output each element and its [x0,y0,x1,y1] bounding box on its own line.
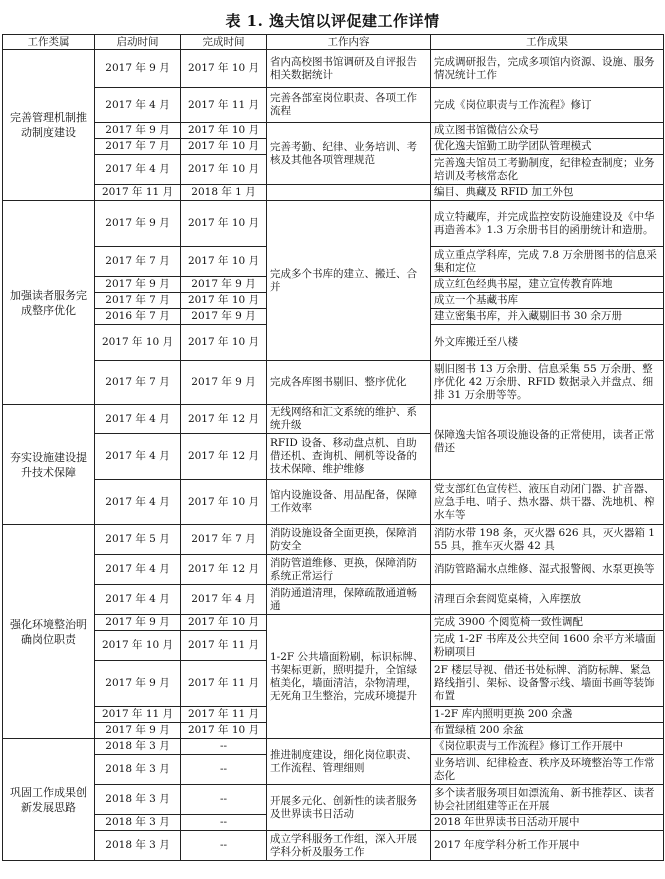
start-cell: 2018 年 3 月 [95,755,181,785]
start-cell: 2017 年 7 月 [95,247,181,277]
end-cell: 2017 年 10 月 [181,325,267,361]
table-row [3,555,664,585]
header-start: 启动时间 [95,35,181,50]
category-cell: 加强读者服务完成整序优化 [3,201,95,405]
result-cell: 完成调研报告，完成多项馆内资源、设施、服务情况统计工作 [431,50,664,88]
header-category: 工作类属 [3,35,95,50]
start-cell: 2017 年 4 月 [95,480,181,525]
content-cell: 完善考勤、纪律、业务培训、考核及其他各项管理规范 [267,123,431,185]
header-result: 工作成果 [431,35,664,50]
result-cell: 成立特藏库，并完成监控安防设施建设及《中华再造善本》1.3 万余册书目的函册统计和造册。 [431,201,664,247]
end-cell: 2017 年 10 月 [181,247,267,277]
end-cell: 2017 年 10 月 [181,139,267,155]
work-details-table [2,34,664,861]
table-row [3,123,664,139]
table-row [3,405,664,434]
start-cell: 2017 年 4 月 [95,155,181,185]
result-cell: 成立红色经典书屋，建立宣传教育阵地 [431,277,664,293]
result-cell: 《岗位职责与工作流程》修订工作开展中 [431,739,664,755]
table-row [3,201,664,247]
content-cell: 省内高校图书馆调研及自评报告相关数据统计 [267,50,431,88]
result-cell: 完成 1-2F 书库及公共空间 1600 余平方米墙面粉刷项目 [431,631,664,661]
end-cell: 2018 年 1 月 [181,185,267,201]
end-cell: 2017 年 7 月 [181,525,267,555]
end-cell: -- [181,739,267,755]
end-cell: 2017 年 10 月 [181,123,267,139]
start-cell: 2017 年 7 月 [95,139,181,155]
end-cell: 2017 年 12 月 [181,405,267,434]
start-cell: 2017 年 10 月 [95,631,181,661]
header-content: 工作内容 [267,35,431,50]
result-cell: 完成《岗位职责与工作流程》修订 [431,88,664,123]
end-cell: 2017 年 11 月 [181,661,267,707]
category-cell: 巩固工作成果创新发展思路 [3,739,95,861]
start-cell: 2017 年 4 月 [95,434,181,480]
start-cell: 2017 年 4 月 [95,405,181,434]
result-cell: 2018 年世界读书日活动开展中 [431,815,664,831]
table-row [3,831,664,861]
result-cell: 优化逸夫馆勤工助学团队管理模式 [431,139,664,155]
content-cell: 消防管道维修、更换，保障消防系统正常运行 [267,555,431,585]
end-cell: -- [181,755,267,785]
start-cell: 2017 年 4 月 [95,585,181,615]
content-cell: 消防通道清理，保障疏散通道畅通 [267,585,431,615]
header-end: 完成时间 [181,35,267,50]
category-cell: 夯实设施建设提升技术保障 [3,405,95,525]
end-cell: 2017 年 10 月 [181,201,267,247]
start-cell: 2017 年 9 月 [95,201,181,247]
result-cell: 外文库搬迁至八楼 [431,325,664,361]
result-cell: 2F 楼层导视、借还书处标牌、消防标牌、紧急路线指引、架标、设备警示线、墙面书画等装饰布置 [431,661,664,707]
content-cell: 开展多元化、创新性的读者服务及世界读书日活动 [267,785,431,831]
result-cell: 消防管路漏水点维修、湿式报警阀、水泵更换等 [431,555,664,585]
table-title: 表 1. 逸夫馆以评促建工作详情 [225,12,440,30]
table-row [3,88,664,123]
end-cell: -- [181,815,267,831]
end-cell: -- [181,831,267,861]
result-cell: 保障逸夫馆各项设施设备的正常使用，读者正常借还 [431,405,664,480]
start-cell: 2018 年 3 月 [95,739,181,755]
result-cell: 成立一个基藏书库 [431,293,664,309]
content-cell: 成立学科服务工作组，深入开展学科分析及服务工作 [267,831,431,861]
table-row [3,615,664,631]
end-cell: 2017 年 10 月 [181,155,267,185]
result-cell: 成立重点学科库，完成 7.8 万余册图书的信息采集和定位 [431,247,664,277]
start-cell: 2018 年 3 月 [95,831,181,861]
content-cell: RFID 设备、移动盘点机、自助借还机、查询机、闸机等设备的技术保障、维护维修 [267,434,431,480]
end-cell: -- [181,785,267,815]
table-row [3,785,664,815]
start-cell: 2017 年 4 月 [95,88,181,123]
end-cell: 2017 年 12 月 [181,555,267,585]
table-row [3,739,664,755]
end-cell: 2017 年 10 月 [181,723,267,739]
end-cell: 2017 年 11 月 [181,707,267,723]
result-cell: 清理百余套阅览桌椅，入库摆放 [431,585,664,615]
result-cell: 党支部红色宣传栏、液压自动闭门器、扩音器、应急手电、哨子、热水器、烘干器、洗地机、榨水车等 [431,480,664,525]
table-row [3,50,664,88]
start-cell: 2017 年 9 月 [95,50,181,88]
end-cell: 2017 年 10 月 [181,50,267,88]
start-cell: 2017 年 4 月 [95,555,181,585]
start-cell: 2016 年 7 月 [95,309,181,325]
table-row [3,480,664,525]
result-cell: 业务培训、纪律检查、秩序及环境整治等工作常态化 [431,755,664,785]
end-cell: 2017 年 11 月 [181,631,267,661]
end-cell: 2017 年 10 月 [181,615,267,631]
start-cell: 2017 年 9 月 [95,661,181,707]
result-cell: 完成 3900 个阅览椅一致性调配 [431,615,664,631]
end-cell: 2017 年 12 月 [181,434,267,480]
end-cell: 2017 年 9 月 [181,277,267,293]
result-cell: 成立图书馆微信公众号 [431,123,664,139]
content-cell: 1-2F 公共墙面粉刷，标识标牌、书架标更新，照明提升，全馆绿植美化，墙面清洁，杂物清理，无死角卫生整治，完成环境提升 [267,615,431,739]
content-cell: 完成各库图书剔旧、整序优化 [267,361,431,405]
start-cell: 2018 年 3 月 [95,815,181,831]
table-row [3,585,664,615]
table-row [3,185,664,201]
result-cell: 完善逸夫馆员工考勤制度，纪律检查制度；业务培训及考核常态化 [431,155,664,185]
result-cell: 1-2F 库内照明更换 200 余盏 [431,707,664,723]
header-row [3,35,664,50]
content-cell: 无线网络和汇文系统的维护、系统升级 [267,405,431,434]
end-cell: 2017 年 11 月 [181,88,267,123]
start-cell: 2018 年 3 月 [95,785,181,815]
start-cell: 2017 年 9 月 [95,723,181,739]
table-row [3,525,664,555]
start-cell: 2017 年 10 月 [95,325,181,361]
result-cell: 消防水带 198 条，灭火器 626 具，灭火器箱 155 具，推车灭火器 42 具 [431,525,664,555]
category-cell: 完善管理机制推动制度建设 [3,50,95,201]
start-cell: 2017 年 7 月 [95,361,181,405]
end-cell: 2017 年 4 月 [181,585,267,615]
content-cell [267,185,431,201]
result-cell: 剔旧图书 13 万余册、信息采集 55 万余册、整序优化 42 万余册、RFID 数据录入并盘点、细排 31 万余册等等。 [431,361,664,405]
content-cell: 完善各部室岗位职责、各项工作流程 [267,88,431,123]
start-cell: 2017 年 5 月 [95,525,181,555]
result-cell: 2017 年度学科分析工作开展中 [431,831,664,861]
result-cell: 建立密集书库，并入藏剔旧书 30 余万册 [431,309,664,325]
result-cell: 多个读者服务项目如漂流角、新书推荐区、读者协会社团组建等正在开展 [431,785,664,815]
end-cell: 2017 年 10 月 [181,480,267,525]
result-cell: 布置绿植 200 余盆 [431,723,664,739]
start-cell: 2017 年 9 月 [95,123,181,139]
end-cell: 2017 年 10 月 [181,293,267,309]
start-cell: 2017 年 11 月 [95,185,181,201]
start-cell: 2017 年 9 月 [95,277,181,293]
content-cell: 完成多个书库的建立、搬迁、合并 [267,201,431,361]
start-cell: 2017 年 11 月 [95,707,181,723]
start-cell: 2017 年 9 月 [95,615,181,631]
content-cell: 馆内设施设备、用品配备，保障工作效率 [267,480,431,525]
result-cell: 编目、典藏及 RFID 加工外包 [431,185,664,201]
category-cell: 强化环境整治明确岗位职责 [3,525,95,739]
table-row [3,361,664,405]
content-cell: 消防设施设备全面更换，保障消防安全 [267,525,431,555]
content-cell: 推进制度建设，细化岗位职责、工作流程、管理细则 [267,739,431,785]
end-cell: 2017 年 9 月 [181,361,267,405]
start-cell: 2017 年 7 月 [95,293,181,309]
end-cell: 2017 年 9 月 [181,309,267,325]
